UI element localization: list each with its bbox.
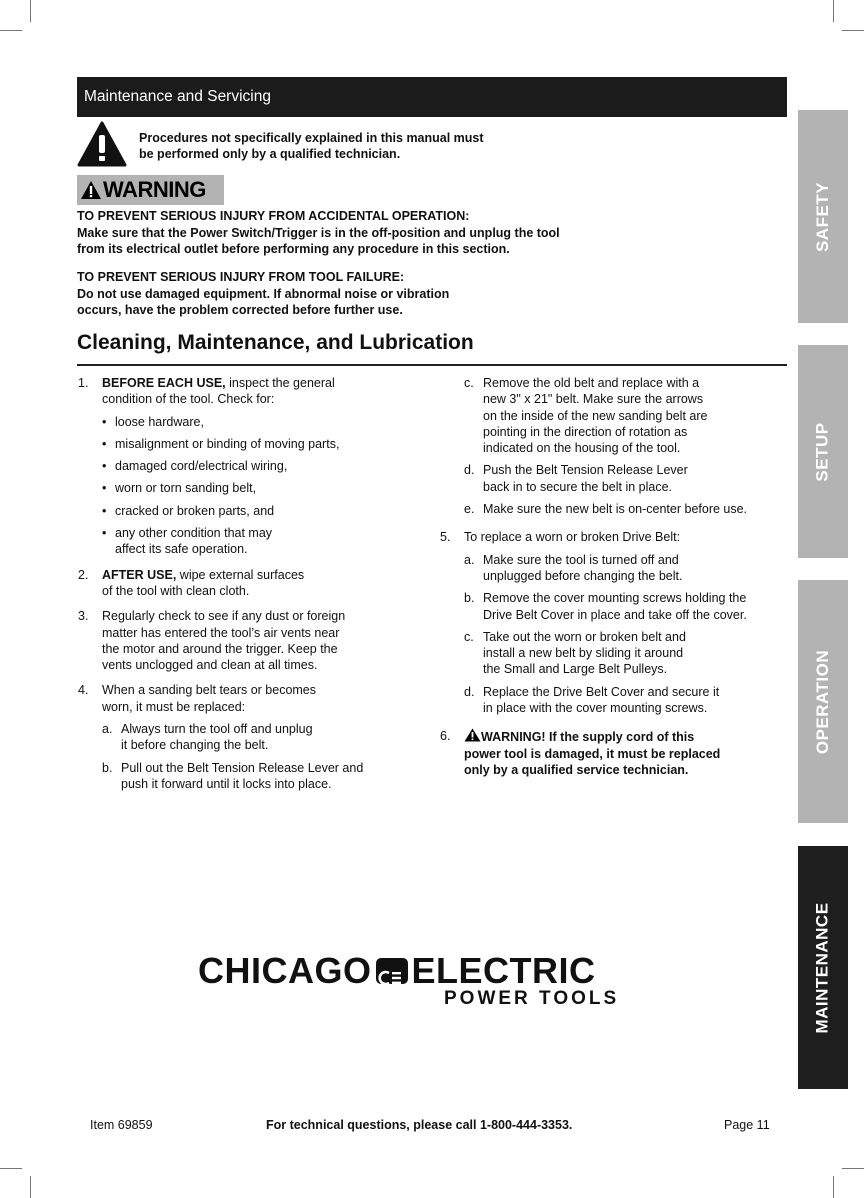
- right-column: [440, 375, 785, 787]
- sub-item: a. Make sure the tool is turned off and unplugged before changing the belt.: [464, 552, 683, 583]
- bullet-item: • loose hardware,: [102, 414, 408, 430]
- warning-tool-failure: TO PREVENT SERIOUS INJURY FROM TOOL FAILURE: Do not use damaged equipment. If abnormal noise or vibration occurs, have the problem corrected before further use.: [77, 270, 450, 317]
- sub-item: a. Always turn the tool off and unplug it before changing the belt.: [102, 722, 313, 753]
- bullet-item: • cracked or broken parts, and: [102, 503, 408, 519]
- crop-mark: [842, 30, 864, 31]
- list-item: 3. Regularly check to see if any dust or foreign matter has entered the tool’s air vents near the motor and around the trigger. Keep the vents unclogged and clean at all times.: [78, 609, 346, 673]
- crop-mark: [30, 0, 31, 22]
- section-header: [77, 77, 787, 117]
- crop-mark: [30, 1176, 31, 1198]
- bullet-item: • misalignment or binding of moving parts,: [102, 436, 408, 452]
- caution-text: Procedures not specifically explained in this manual must be performed only by a qualified technician.: [139, 131, 484, 161]
- warning-badge-label: WARNING: [103, 177, 206, 202]
- logo-word-electric: ELECTRIC: [411, 950, 596, 991]
- bullet-item: • damaged cord/electrical wiring,: [102, 458, 408, 474]
- sub-item: c. Remove the old belt and replace with a new 3" x 21" belt. Make sure the arrows on the inside of the new sanding belt are pointing in the direction of rotation as indicated on the housing of the tool.: [464, 376, 708, 456]
- logo-tagline: POWER TOOLS: [444, 988, 620, 1009]
- warning-triangle-icon: [464, 728, 481, 742]
- section-divider: [77, 364, 787, 366]
- tab-safety[interactable]: SAFETY: [798, 110, 848, 323]
- logo-mark-icon: [376, 958, 408, 984]
- warning-accidental-operation: TO PREVENT SERIOUS INJURY FROM ACCIDENTAL OPERATION: Make sure that the Power Switch/Trigger is in the off-position and unplug the tool from its electrical outlet before performing any procedure in this section.: [77, 209, 560, 256]
- crop-mark: [0, 1168, 22, 1169]
- brand-logo: [198, 950, 668, 1014]
- footer-item-number: Item 69859: [90, 1118, 153, 1132]
- sub-item: d. Push the Belt Tension Release Lever back in to secure the belt in place.: [464, 463, 688, 494]
- sub-item: d. Replace the Drive Belt Cover and secure it in place with the cover mounting screws.: [464, 684, 720, 716]
- left-column: [78, 375, 408, 801]
- section-header-title: Maintenance and Servicing: [84, 88, 271, 105]
- crop-mark: [833, 1176, 834, 1198]
- crop-mark: [833, 0, 834, 22]
- list-item: 1. BEFORE EACH USE, inspect the general condition of the tool. Check for: • loose hardware, • misalignment or binding of moving parts, • damaged cord/electrical wiring, • worn or torn sanding belt, • cracked or broken parts, and • any other condition that may affect its safe operation.: [78, 375, 408, 558]
- list-item: 5. To replace a worn or broken Drive Belt: a. Make sure the tool is turned off and unplugged before changing the belt. b. Remove the cover mounting screws holding the Drive Belt Cover in place and take off the cover. c. Take out the worn or broken belt and install a new belt by sliding it around the Small and Large Belt Pulleys. d. Replace the Drive Belt Cover and secure it in place with the cover mounting screws.: [440, 529, 785, 716]
- bullet-item: • any other condition that may affect its safe operation.: [102, 525, 408, 558]
- crop-mark: [842, 1168, 864, 1169]
- section-title: Cleaning, Maintenance, and Lubrication: [77, 331, 474, 354]
- tab-setup[interactable]: SETUP: [798, 345, 848, 558]
- caution-triangle-icon: [77, 121, 127, 167]
- list-item: 2. AFTER USE, wipe external surfaces of the tool with clean cloth.: [78, 567, 305, 598]
- sub-item: b. Remove the cover mounting screws holding the Drive Belt Cover in place and take off the cover.: [464, 591, 747, 622]
- warning-triangle-icon: [80, 180, 102, 200]
- tab-operation[interactable]: OPERATION: [798, 580, 848, 823]
- tab-maintenance[interactable]: MAINTENANCE: [798, 846, 848, 1089]
- bullet-item: • worn or torn sanding belt,: [102, 480, 408, 496]
- sub-item: e. Make sure the new belt is on-center before use.: [464, 502, 748, 517]
- footer-support-phone: For technical questions, please call 1-800-444-3353.: [266, 1118, 573, 1132]
- sub-item: b. Pull out the Belt Tension Release Lever and push it forward until it locks into place.: [102, 760, 364, 791]
- footer-page-number: Page 11: [724, 1118, 770, 1132]
- list-item: 4. When a sanding belt tears or becomes worn, it must be replaced: a. Always turn the tool off and unplug it before changing the belt. b. Pull out the Belt Tension Release Lever and push it forward until it locks into place.: [78, 682, 408, 792]
- logo-word-chicago: CHICAGO: [198, 950, 372, 991]
- warning-badge: [77, 175, 224, 205]
- sub-item: c. Take out the worn or broken belt and install a new belt by sliding it around the Small and Large Belt Pulleys.: [464, 629, 686, 677]
- list-item: 6. WARNING! If the supply cord of this power tool is damaged, it must be replaced only by a qualified service technician.: [440, 729, 721, 777]
- crop-mark: [0, 30, 22, 31]
